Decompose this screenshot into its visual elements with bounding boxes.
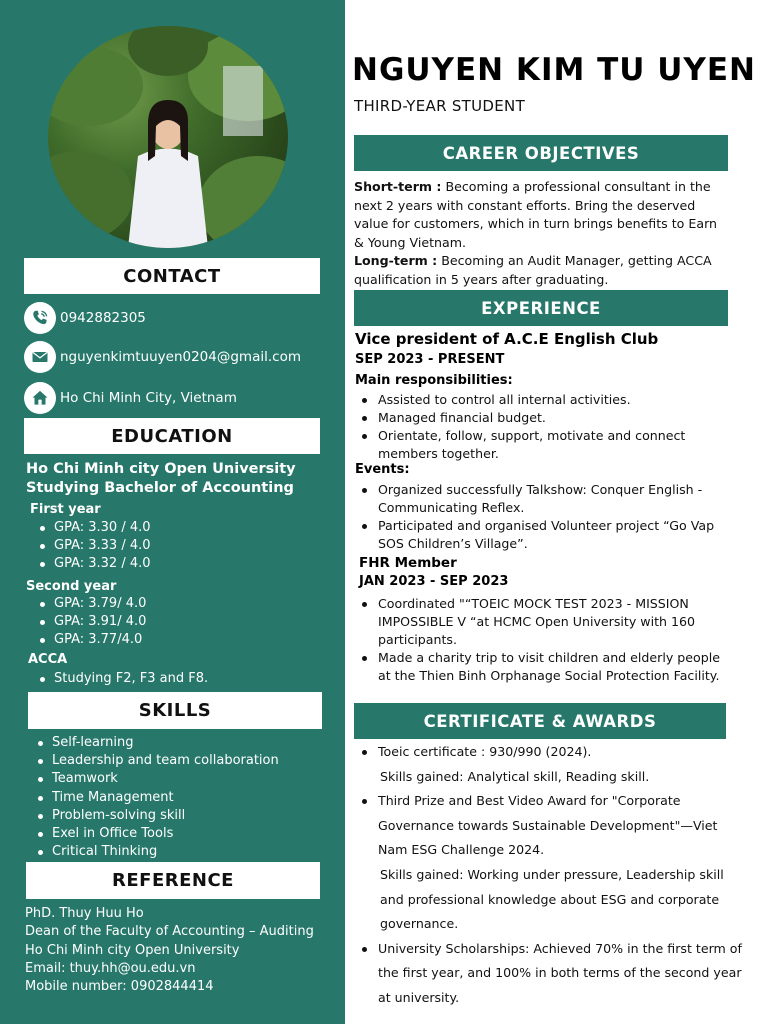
list-item: Organized successfully Talkshow: Conquer English - Communicating Reflex. bbox=[354, 481, 734, 517]
list-item: Teamwork bbox=[36, 770, 279, 788]
profile-photo bbox=[48, 26, 288, 248]
job2-list bbox=[354, 595, 734, 685]
list-item: Time Management bbox=[36, 789, 279, 807]
short-term-text: Becoming a professional consultant in the next 2 years with constant efforts. Bring the deserved value for customers, which in turn brings benefits to Earn & Young Vietnam. bbox=[354, 179, 718, 250]
career-objectives-text bbox=[354, 178, 730, 289]
candidate-name: NGUYEN KIM TU UYEN bbox=[352, 52, 756, 88]
list-item: Coordinated "“TOEIC MOCK TEST 2023 - MISSION IMPOSSIBLE V “at HCMC Open University with 160 participants. bbox=[354, 595, 734, 649]
education-school-block bbox=[26, 460, 296, 498]
reference-name: PhD. Thuy Huu Ho bbox=[25, 906, 144, 921]
long-term-objective bbox=[354, 252, 730, 289]
list-item: Leadership and team collaboration bbox=[36, 752, 279, 770]
contact-location bbox=[24, 382, 237, 414]
list-item: Problem-solving skill bbox=[36, 807, 279, 825]
acca-list bbox=[38, 670, 208, 688]
first-year-label: First year bbox=[30, 502, 101, 517]
list-item: GPA: 3.32 / 4.0 bbox=[38, 555, 151, 573]
list-item: GPA: 3.33 / 4.0 bbox=[38, 537, 151, 555]
short-term-label: Short-term : bbox=[354, 179, 442, 194]
reference-phone[interactable]: Mobile number: 0902844414 bbox=[25, 979, 214, 995]
list-item: Exel in Office Tools bbox=[36, 825, 279, 843]
job1-events-list bbox=[354, 481, 734, 553]
list-item: Participated and organised Volunteer project “Go Vap SOS Children’s Village”. bbox=[354, 517, 734, 553]
list-item: GPA: 3.77/4.0 bbox=[38, 631, 146, 649]
second-year-list bbox=[38, 595, 146, 650]
certificates-heading: CERTIFICATE & AWARDS bbox=[354, 703, 726, 739]
job1-resp-label: Main responsibilities: bbox=[355, 373, 513, 388]
job1-title: Vice president of A.C.E English Club bbox=[355, 330, 659, 348]
list-item: Studying F2, F3 and F8. bbox=[38, 670, 208, 688]
certificate-skills: Skills gained: Analytical skill, Reading skill. bbox=[380, 768, 650, 784]
certificate-item: University Scholarships: Achieved 70% in the first term of the first year, and 100% in both terms of the second year at university. bbox=[358, 937, 748, 1011]
experience-heading: EXPERIENCE bbox=[354, 290, 728, 326]
skills-list bbox=[36, 734, 279, 861]
certificates-list bbox=[358, 740, 748, 1011]
phone-text[interactable]: 0942882305 bbox=[60, 310, 146, 326]
reference-title: Dean of the Faculty of Accounting – Auditing bbox=[25, 924, 314, 940]
job1-resp-list bbox=[354, 391, 734, 463]
long-term-label: Long-term : bbox=[354, 253, 438, 268]
list-item: Assisted to control all internal activities. bbox=[354, 391, 734, 409]
education-heading: EDUCATION bbox=[24, 418, 320, 454]
reference-block bbox=[25, 905, 314, 996]
acca-label: ACCA bbox=[28, 652, 68, 667]
reference-heading: REFERENCE bbox=[26, 862, 320, 899]
school-name: Ho Chi Minh city Open University bbox=[26, 461, 296, 477]
list-item: Critical Thinking bbox=[36, 843, 279, 861]
skills-heading: SKILLS bbox=[28, 692, 322, 729]
certificate-item: Toeic certificate : 930/990 (2024). bbox=[358, 740, 748, 765]
job2-dates: JAN 2023 - SEP 2023 bbox=[359, 574, 509, 589]
contact-email bbox=[24, 341, 301, 373]
contact-phone bbox=[24, 302, 146, 334]
reference-org: Ho Chi Minh city Open University bbox=[25, 942, 240, 958]
job2-title: FHR Member bbox=[359, 555, 457, 571]
email-text[interactable]: nguyenkimtuuyen0204@gmail.com bbox=[60, 349, 301, 365]
candidate-role: THIRD-YEAR STUDENT bbox=[354, 97, 526, 115]
career-objectives-heading: CAREER OBJECTIVES bbox=[354, 135, 728, 171]
phone-icon bbox=[24, 302, 56, 334]
short-term-objective bbox=[354, 178, 730, 252]
list-item: Self-learning bbox=[36, 734, 279, 752]
second-year-label: Second year bbox=[26, 579, 117, 594]
contact-heading: CONTACT bbox=[24, 258, 320, 294]
reference-email[interactable]: Email: thuy.hh@ou.edu.vn bbox=[25, 960, 196, 976]
degree-name: Studying Bachelor of Accounting bbox=[26, 480, 294, 496]
list-item: GPA: 3.91/ 4.0 bbox=[38, 613, 146, 631]
certificate-item: Third Prize and Best Video Award for "Corporate Governance towards Sustainable Development"—Viet Nam ESG Challenge 2024. bbox=[358, 789, 748, 863]
sidebar bbox=[0, 0, 345, 1024]
list-item: Made a charity trip to visit children and elderly people at the Thien Binh Orphanage Social Protection Facility. bbox=[354, 649, 734, 685]
job1-dates: SEP 2023 - PRESENT bbox=[355, 352, 505, 367]
certificate-skills: Skills gained: Working under pressure, Leadership skill and professional knowledge about ESG and corporate governance. bbox=[380, 866, 724, 932]
home-icon bbox=[24, 382, 56, 414]
list-item: GPA: 3.30 / 4.0 bbox=[38, 519, 151, 537]
job1-events-label: Events: bbox=[355, 462, 410, 477]
first-year-list bbox=[38, 519, 151, 574]
list-item: GPA: 3.79/ 4.0 bbox=[38, 595, 146, 613]
long-term-text: Becoming an Audit Manager, getting ACCA qualification in 5 years after graduating. bbox=[354, 253, 712, 287]
location-text: Ho Chi Minh City, Vietnam bbox=[60, 390, 237, 406]
list-item: Orientate, follow, support, motivate and connect members together. bbox=[354, 427, 734, 463]
email-icon bbox=[24, 341, 56, 373]
list-item: Managed financial budget. bbox=[354, 409, 734, 427]
